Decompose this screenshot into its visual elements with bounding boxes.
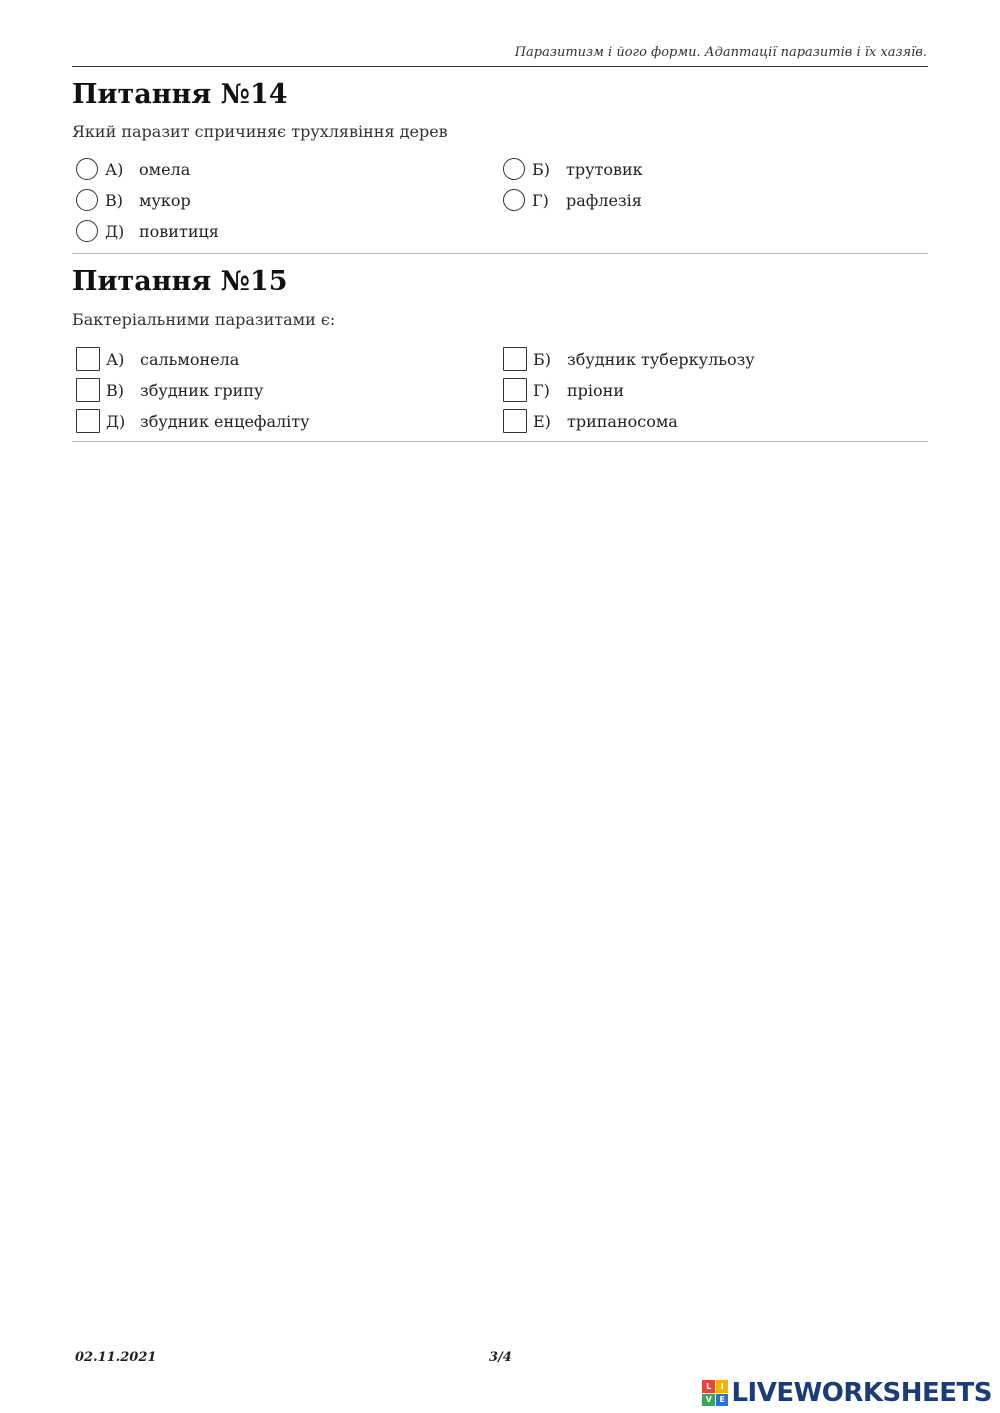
option-letter: Б) xyxy=(533,349,551,369)
option-v[interactable] xyxy=(76,187,191,213)
question-text: Який паразит спричиняє трухлявіння дерев xyxy=(72,122,448,141)
question-divider xyxy=(72,253,928,254)
option-letter: В) xyxy=(106,380,124,400)
option-a[interactable] xyxy=(76,346,239,372)
logo-letter: V xyxy=(702,1394,715,1407)
footer-page-number: 3/4 xyxy=(489,1350,512,1365)
liveworksheets-logo xyxy=(702,1378,992,1408)
option-letter: Г) xyxy=(533,380,550,400)
logo-letter: L xyxy=(702,1380,715,1393)
brand-name: LIVEWORKSHEETS xyxy=(731,1378,992,1408)
option-text: омела xyxy=(139,159,191,179)
logo-letter: E xyxy=(716,1394,729,1407)
question-15 xyxy=(72,264,929,431)
option-e[interactable] xyxy=(503,408,678,434)
option-b[interactable] xyxy=(503,346,755,372)
option-text: збудник енцефаліту xyxy=(140,411,310,431)
page-header-title: Паразитизм і його форми. Адаптації паразитів і їх хазяїв. xyxy=(514,45,927,60)
option-b[interactable] xyxy=(503,156,643,182)
option-text: повитиця xyxy=(139,221,219,241)
option-h[interactable] xyxy=(503,187,642,213)
option-text: сальмонела xyxy=(140,349,240,369)
radio-button[interactable] xyxy=(76,189,98,211)
radio-button[interactable] xyxy=(76,158,98,180)
option-text: рафлезія xyxy=(566,190,642,210)
checkbox[interactable] xyxy=(503,378,527,402)
option-letter: Г) xyxy=(532,190,549,210)
option-letter: А) xyxy=(106,349,125,369)
option-letter: Д) xyxy=(105,221,125,241)
checkbox[interactable] xyxy=(76,378,100,402)
option-letter: Е) xyxy=(533,411,551,431)
question-title: Питання №15 xyxy=(72,266,288,297)
option-v[interactable] xyxy=(76,377,263,403)
option-text: збудник туберкульозу xyxy=(567,349,755,369)
question-divider xyxy=(72,441,928,442)
radio-button[interactable] xyxy=(503,189,525,211)
radio-button[interactable] xyxy=(503,158,525,180)
option-letter: В) xyxy=(105,190,123,210)
header-divider xyxy=(72,66,928,67)
option-text: трипаносома xyxy=(567,411,678,431)
logo-letter: I xyxy=(716,1380,729,1393)
option-d[interactable] xyxy=(76,408,310,434)
footer-date: 02.11.2021 xyxy=(75,1350,157,1365)
option-text: трутовик xyxy=(566,159,643,179)
option-letter: А) xyxy=(105,159,124,179)
option-text: збудник грипу xyxy=(140,380,264,400)
question-14 xyxy=(72,77,929,241)
checkbox[interactable] xyxy=(76,347,100,371)
checkbox[interactable] xyxy=(503,409,527,433)
option-a[interactable] xyxy=(76,156,190,182)
question-text: Бактеріальними паразитами є: xyxy=(72,310,336,329)
radio-button[interactable] xyxy=(76,220,98,242)
checkbox[interactable] xyxy=(76,409,100,433)
option-text: пріони xyxy=(567,380,624,400)
option-text: мукор xyxy=(139,190,191,210)
option-letter: Д) xyxy=(106,411,126,431)
question-title: Питання №14 xyxy=(72,79,288,110)
option-d[interactable] xyxy=(76,218,219,244)
logo-icon xyxy=(702,1380,728,1406)
option-letter: Б) xyxy=(532,159,550,179)
checkbox[interactable] xyxy=(503,347,527,371)
option-h[interactable] xyxy=(503,377,624,403)
